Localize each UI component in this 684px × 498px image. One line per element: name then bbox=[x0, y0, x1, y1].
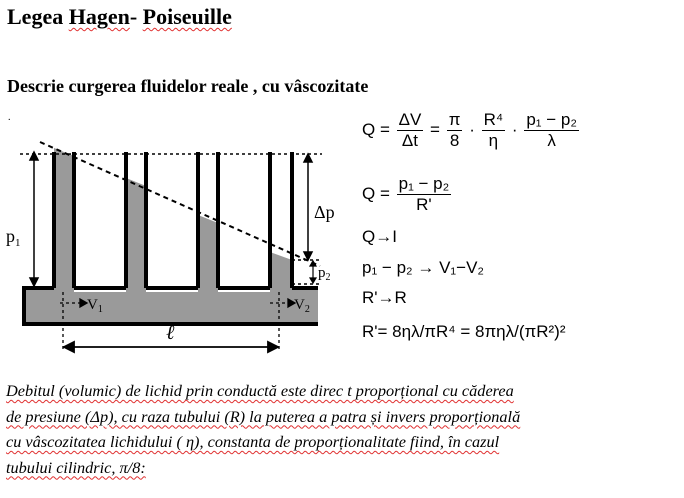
title-word-poiseuille: Poiseuille bbox=[142, 4, 232, 29]
frac-r4-eta: $\frac{\text{R⁴}}{\eta}$ bbox=[483, 110, 504, 150]
title-dash: - bbox=[129, 4, 143, 29]
p2-arrow bbox=[310, 261, 316, 283]
p1-arrow bbox=[30, 152, 38, 286]
stray-dot: . bbox=[8, 112, 11, 123]
formula-flow-rate bbox=[362, 110, 581, 151]
frac-pi-8: $\frac{\pi}{8}$ bbox=[448, 110, 461, 150]
page-title bbox=[7, 4, 232, 30]
poiseuille-diagram bbox=[0, 130, 355, 365]
para-line-3: cu vâscozitatea lichidului ( η), constanta de proporționalitate fiind, în cazul bbox=[6, 432, 500, 451]
frac-dv-dt: $\frac{\Delta V}{\Delta t}$ bbox=[398, 110, 422, 150]
formula-block bbox=[362, 110, 682, 370]
dp-arrow bbox=[304, 154, 312, 260]
frac-dp-r: $\frac{\text{p₁ − p₂}}{R'}$ bbox=[398, 174, 450, 214]
formula-r-r: R'→R bbox=[362, 288, 407, 307]
para-line-4: tubului cilindric, π/8: bbox=[6, 457, 146, 477]
f1-dot2: · bbox=[511, 119, 518, 139]
f1-lhs: Q = bbox=[362, 119, 390, 139]
label-p1: $p_1$ bbox=[6, 226, 21, 249]
title-word-hagen: Hagen bbox=[68, 4, 130, 29]
formula-r-prime: R'= 8ηλ/πR⁴ = 8πηλ/(πR²)² bbox=[362, 322, 566, 341]
formula-resistance bbox=[362, 174, 453, 215]
f2-lhs: Q = bbox=[362, 183, 390, 203]
label-v1: $V_1$ bbox=[87, 297, 103, 315]
f1-eq: = bbox=[430, 119, 440, 139]
label-dp: Δp bbox=[314, 202, 335, 222]
fluid-fill bbox=[24, 148, 318, 324]
formula-p-v: p₁ − p₂ → V₁−V₂ bbox=[362, 258, 485, 277]
pressure-gradient-line bbox=[40, 142, 320, 266]
frac-dp-lambda: $\frac{\text{p₁ − p₂}}{\lambda}$ bbox=[526, 110, 577, 150]
subtitle: Descrie curgerea fluidelor reale , cu vâscozitate bbox=[7, 76, 369, 96]
para-line-2: de presiune (Δp), cu raza tubului (R) la puterea a patra și invers proporțională bbox=[6, 406, 521, 426]
label-p2: $p_2$ bbox=[318, 265, 331, 283]
title-word-legea: Legea bbox=[7, 4, 69, 29]
f1-dot: · bbox=[469, 119, 475, 139]
label-v2: $V_2$ bbox=[294, 297, 310, 315]
explanation-paragraph bbox=[6, 378, 682, 480]
formula-q-i: Q→I bbox=[362, 227, 397, 246]
para-line-1: Debitul (volumic) de lichid prin conductă este direc t proporțional cu căderea bbox=[6, 381, 514, 400]
label-length: ℓ bbox=[166, 322, 175, 344]
